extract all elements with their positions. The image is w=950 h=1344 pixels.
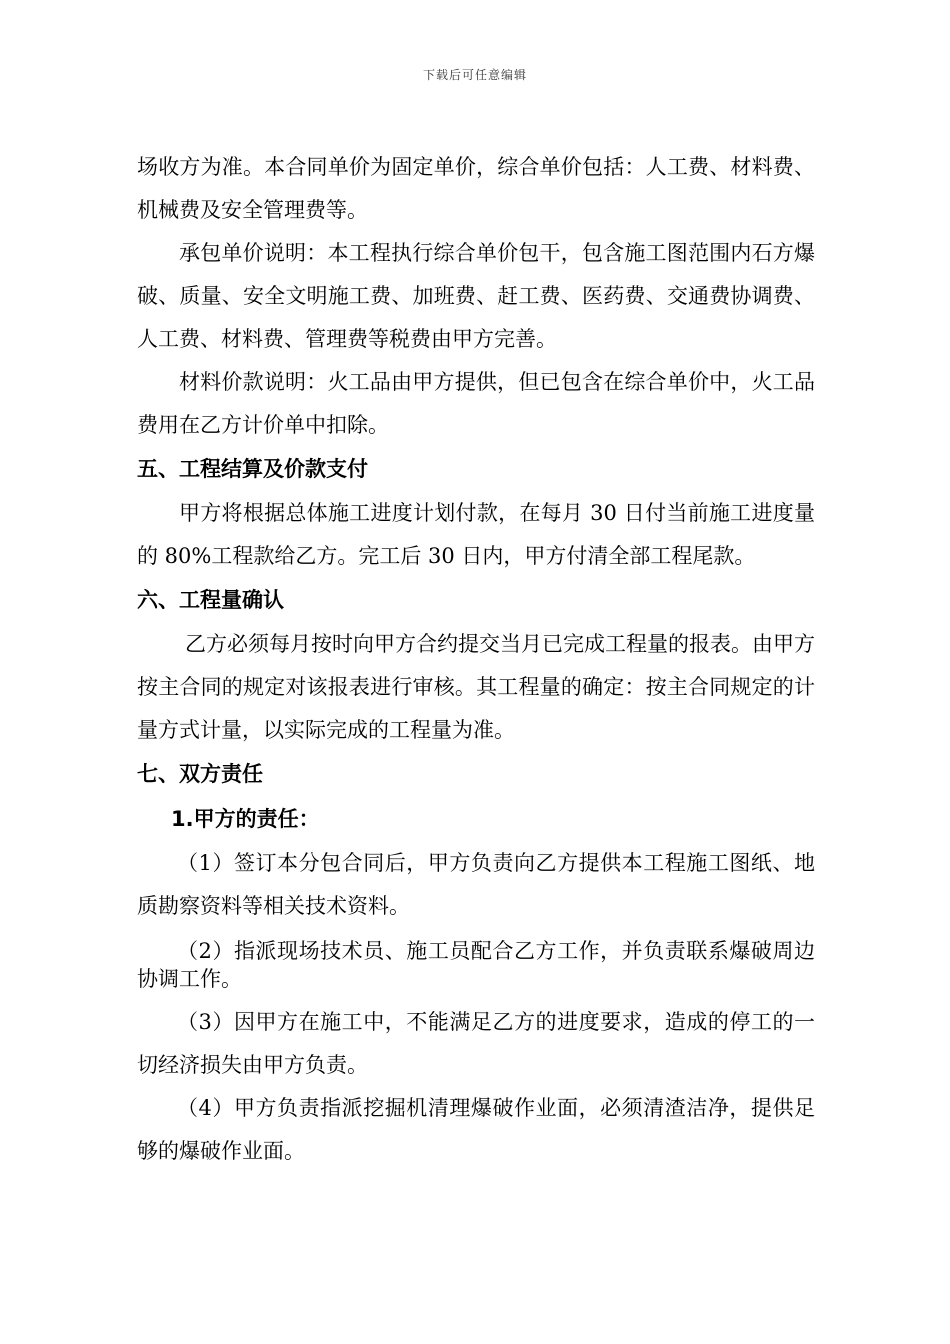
paragraph-quantity-confirmation: 乙方必须每月按时向甲方合约提交当月已完成工程量的报表。由甲方按主合同的规定对该报表进行审核。其工程量的确定：按主合同规定的计量方式计量，以实际完成的工程量为准。	[137, 632, 815, 742]
page-header-note: 下载后可任意编辑	[422, 68, 527, 82]
paragraph-contract-price-note: 承包单价说明：本工程执行综合单价包干，包含施工图范围内石方爆破、质量、安全文明施工费、加班费、赶工费、医药费、交通费协调费、人工费、材料费、管理费等税费由甲方完善。	[137, 241, 815, 351]
list-item-responsibility-3: （3）因甲方在施工中，不能满足乙方的进度要求，造成的停工的一切经济损失由甲方负责。	[137, 1010, 815, 1077]
section-heading-responsibilities: 七、双方责任	[137, 762, 263, 786]
section-heading-quantity: 六、工程量确认	[137, 588, 284, 612]
subheading-party-a-responsibilities: 1.甲方的责任：	[171, 807, 320, 831]
document-body	[137, 146, 815, 1173]
paragraph-material-price-note: 材料价款说明：火工品由甲方提供，但已包含在综合单价中，火工品费用在乙方计价单中扣除。	[137, 370, 815, 437]
section-heading-settlement: 五、工程结算及价款支付	[137, 457, 368, 481]
list-item-responsibility-2: （2）指派现场技术员、施工员配合乙方工作，并负责联系爆破周边协调工作。	[137, 939, 815, 991]
list-item-responsibility-4: （4）甲方负责指派挖掘机清理爆破作业面，必须清渣洁净，提供足够的爆破作业面。	[137, 1096, 815, 1163]
paragraph-unit-price: 场收方为准。本合同单价为固定单价，综合单价包括：人工费、材料费、机械费及安全管理费等。	[137, 155, 815, 222]
paragraph-payment: 甲方将根据总体施工进度计划付款，在每月 30 日付当前施工进度量的 80%工程款给乙方。完工后 30 日内，甲方付清全部工程尾款。	[137, 501, 815, 568]
list-item-responsibility-1: （1）签订本分包合同后，甲方负责向乙方提供本工程施工图纸、地质勘察资料等相关技术资料。	[137, 851, 815, 918]
